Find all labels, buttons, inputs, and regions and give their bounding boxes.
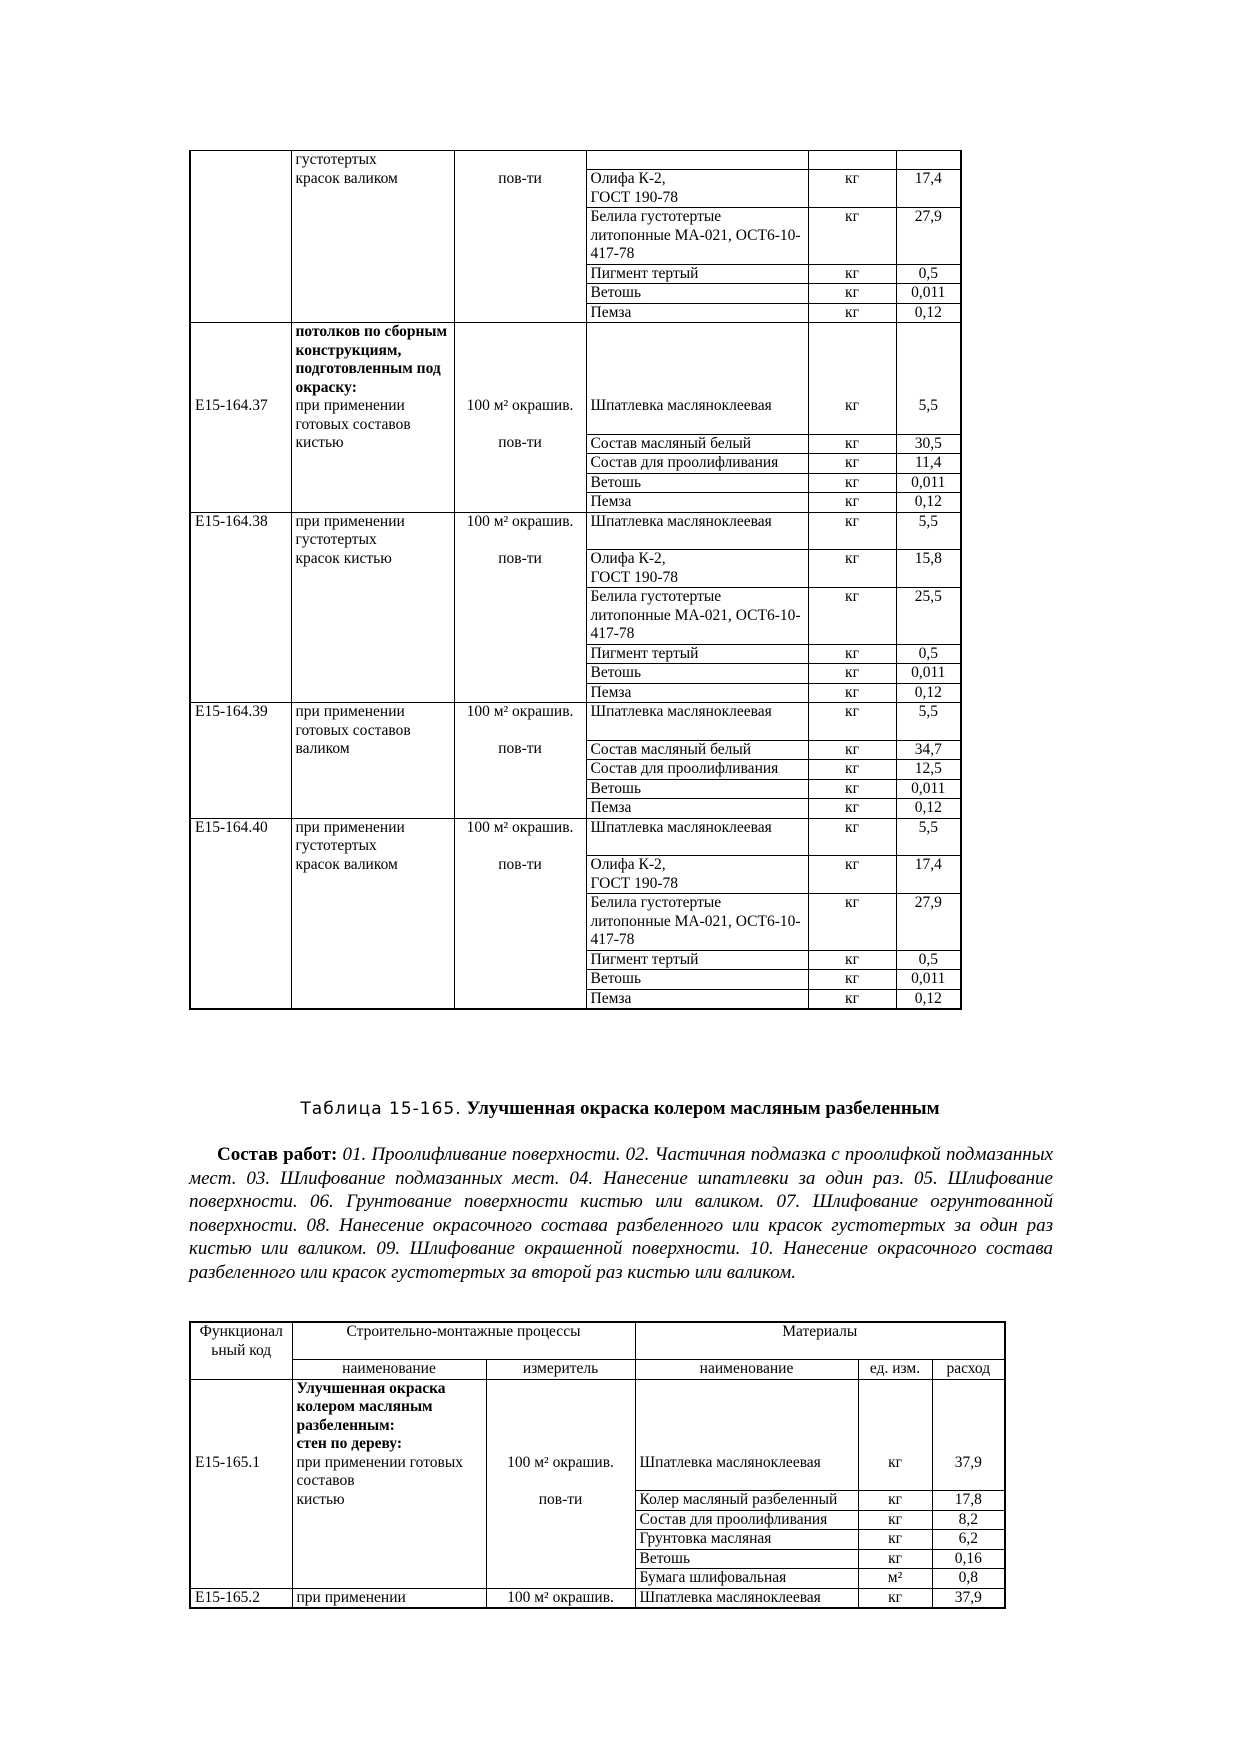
measure-unit: пов-ти [486, 1491, 635, 1511]
material-unit: кг [808, 683, 896, 703]
measure-unit: 100 м² окрашив. [486, 1588, 635, 1608]
measure-unit: 100 м² окрашив. [454, 512, 586, 550]
material-rate: 27,9 [896, 894, 961, 951]
material-unit: кг [808, 703, 896, 741]
material-name: Белила густотертые литопонные МА-021, ОСТ6-10-417-78 [586, 894, 808, 951]
material-rate: 0,8 [932, 1569, 1005, 1589]
header-name: наименование [292, 1360, 486, 1380]
material-unit: кг [808, 856, 896, 894]
header-unit: ед. изм. [858, 1360, 932, 1380]
material-rate: 17,4 [896, 856, 961, 894]
material-rate: 27,9 [896, 208, 961, 265]
function-code: Е15-164.40 [190, 818, 291, 856]
material-unit: кг [808, 493, 896, 513]
material-name: Ветошь [635, 1549, 858, 1569]
material-unit: кг [808, 644, 896, 664]
material-unit: кг [858, 1454, 932, 1491]
material-unit: кг [808, 818, 896, 856]
material-name: Состав масляный белый [586, 434, 808, 454]
material-unit: кг [808, 434, 896, 454]
table-15-165 [189, 1321, 1006, 1609]
material-rate: 5,5 [896, 512, 961, 550]
material-unit: кг [808, 894, 896, 951]
header-materials: Материалы [635, 1322, 1005, 1360]
header-processes: Строительно-монтажные процессы [292, 1322, 635, 1360]
material-rate: 5,5 [896, 703, 961, 741]
row-description: кистью [291, 434, 454, 454]
material-unit: кг [808, 264, 896, 284]
row-description: при применении готовых составов [291, 703, 454, 741]
material-rate: 17,8 [932, 1491, 1005, 1511]
measure-unit: 100 м² окрашив. [454, 703, 586, 741]
material-name: Бумага шлифовальная [635, 1569, 858, 1589]
material-name: Шпатлевка масляноклеевая [586, 397, 808, 434]
material-name: Белила густотертые литопонные МА-021, ОСТ6-10-417-78 [586, 588, 808, 645]
material-name: Олифа К-2, ГОСТ 190-78 [586, 170, 808, 208]
table-row [190, 434, 961, 454]
table-row [190, 493, 961, 513]
material-rate: 0,12 [896, 989, 961, 1009]
table-row [190, 1379, 1005, 1454]
material-name: Состав для проолифливания [586, 454, 808, 474]
table-row [190, 303, 961, 323]
function-code: Е15-165.1 [190, 1454, 292, 1491]
header-function-code: Функционал ьный код [190, 1322, 292, 1379]
material-unit: кг [808, 397, 896, 434]
row-description: густотертых [295, 151, 377, 168]
material-rate: 8,2 [932, 1510, 1005, 1530]
material-name: Шпатлевка масляноклеевая [586, 818, 808, 856]
row-description: при применении густотертых [291, 512, 454, 550]
measure-unit: пов-ти [454, 856, 586, 894]
material-rate: 6,2 [932, 1530, 1005, 1550]
table-row [190, 550, 961, 588]
measure-unit: 100 м² окрашив. [454, 818, 586, 856]
header-material-name: наименование [635, 1360, 858, 1380]
material-name: Ветошь [586, 970, 808, 990]
measure-unit: 100 м² окрашив. [454, 397, 586, 434]
material-name: Состав для проолифливания [635, 1510, 858, 1530]
work-composition [189, 1143, 1053, 1284]
material-name: Ветошь [586, 284, 808, 304]
function-code: Е15-164.39 [190, 703, 291, 741]
table-15-164-continuation [189, 150, 962, 1010]
material-unit: кг [808, 970, 896, 990]
table-header-row [190, 1360, 1005, 1380]
material-unit: кг [808, 588, 896, 645]
work-composition-label: Состав работ: [217, 1144, 338, 1165]
row-description: красок валиком [291, 856, 454, 894]
header-rate: расход [932, 1360, 1005, 1380]
material-rate: 0,5 [896, 644, 961, 664]
material-unit: кг [808, 799, 896, 819]
material-unit: кг [808, 303, 896, 323]
table-row [190, 473, 961, 493]
table-row [190, 512, 961, 550]
material-rate: 17,4 [896, 170, 961, 208]
material-name: Грунтовка масляная [635, 1530, 858, 1550]
table-row [190, 1530, 1005, 1550]
table-row [190, 779, 961, 799]
material-unit: кг [858, 1491, 932, 1511]
material-name: Колер масляный разбеленный [635, 1491, 858, 1511]
material-unit: кг [808, 473, 896, 493]
material-name: Пемза [586, 799, 808, 819]
material-rate: 0,011 [896, 970, 961, 990]
table-row [190, 151, 961, 170]
material-rate: 0,011 [896, 473, 961, 493]
row-description: при применении [292, 1588, 486, 1608]
measure-unit: пов-ти [454, 740, 586, 760]
material-rate: 0,12 [896, 683, 961, 703]
measure-unit: пов-ти [454, 550, 586, 588]
table-row [190, 818, 961, 856]
table-row [190, 397, 961, 434]
material-unit: кг [808, 454, 896, 474]
material-rate: 34,7 [896, 740, 961, 760]
material-rate: 0,16 [932, 1549, 1005, 1569]
material-name: Состав для проолифливания [586, 760, 808, 780]
table-row [190, 740, 961, 760]
section-header: Улучшенная окраска колером масляным разбеленным: стен по дереву: [292, 1379, 486, 1454]
row-description: валиком [291, 740, 454, 760]
measure-unit: пов-ти [454, 434, 586, 454]
table-row [190, 683, 961, 703]
table-header-row [190, 1322, 1005, 1360]
material-name: Шпатлевка масляноклеевая [635, 1588, 858, 1608]
table-row [190, 1510, 1005, 1530]
material-name: Олифа К-2, ГОСТ 190-78 [586, 856, 808, 894]
material-name: Белила густотертые литопонные МА-021, ОСТ6-10-417-78 [586, 208, 808, 265]
table-row [190, 1588, 1005, 1608]
material-unit: кг [808, 550, 896, 588]
measure-unit: пов-ти [498, 169, 542, 187]
material-name: Состав масляный белый [586, 740, 808, 760]
table-row [190, 1549, 1005, 1569]
function-code: Е15-164.38 [190, 512, 291, 550]
material-rate: 25,5 [896, 588, 961, 645]
material-name: Пигмент тертый [586, 264, 808, 284]
material-name: Пемза [586, 989, 808, 1009]
material-name: Шпатлевка масляноклеевая [586, 703, 808, 741]
material-name: Пемза [586, 303, 808, 323]
table-caption [0, 1097, 1240, 1121]
material-unit: кг [808, 740, 896, 760]
material-rate: 15,8 [896, 550, 961, 588]
table-title: Улучшенная окраска колером масляным разбеленным [466, 1098, 940, 1119]
table-row [190, 454, 961, 474]
material-unit: кг [808, 989, 896, 1009]
material-name: Олифа К-2, ГОСТ 190-78 [586, 550, 808, 588]
material-name: Шпатлевка масляноклеевая [635, 1454, 858, 1491]
header-meter: измеритель [486, 1360, 635, 1380]
material-rate: 11,4 [896, 454, 961, 474]
table-row [190, 208, 961, 265]
material-name: Ветошь [586, 664, 808, 684]
material-unit: кг [808, 512, 896, 550]
material-rate: 0,12 [896, 303, 961, 323]
row-description: кистью [292, 1491, 486, 1511]
material-unit: кг [858, 1588, 932, 1608]
table-row [190, 588, 961, 645]
material-name: Пемза [586, 493, 808, 513]
section-header: потолков по сборным конструкциям, подготовленным под окраску: [291, 323, 454, 398]
function-code: Е15-164.37 [190, 397, 291, 434]
table-row [190, 989, 961, 1009]
material-rate: 0,12 [896, 799, 961, 819]
material-rate: 0,011 [896, 779, 961, 799]
material-rate: 0,011 [896, 664, 961, 684]
material-name: Пигмент тертый [586, 644, 808, 664]
row-description: при применении густотертых [291, 818, 454, 856]
material-unit: кг [808, 170, 896, 208]
material-rate: 12,5 [896, 760, 961, 780]
table-row [190, 664, 961, 684]
material-unit: м² [858, 1569, 932, 1589]
table-row [190, 1569, 1005, 1589]
material-unit: кг [858, 1530, 932, 1550]
row-description: красок валиком [295, 169, 398, 187]
table-number: Таблица 15-165. [300, 1099, 462, 1119]
row-description: при применении готовых составов [292, 1454, 486, 1491]
table-row [190, 799, 961, 819]
material-rate: 0,5 [896, 950, 961, 970]
table-row [190, 970, 961, 990]
table-row [190, 284, 961, 304]
material-unit: кг [808, 664, 896, 684]
table-row [190, 856, 961, 894]
material-unit: кг [808, 760, 896, 780]
table-row [190, 1491, 1005, 1511]
material-unit: кг [808, 208, 896, 265]
table-row [190, 894, 961, 951]
material-rate: 5,5 [896, 397, 961, 434]
material-rate: 0,011 [896, 284, 961, 304]
material-unit: кг [808, 284, 896, 304]
work-composition-text: 01. Проолифливание поверхности. 02. Частичная подмазка с проолифкой подмазанных мест. 03. Шлифование подмазанных мест. 04. Нанесение шпатлевки за один раз. 05. Шлифование поверхности. 06. Грунтование поверхности кистью или валиком. 07. Шлифование огрунтованной поверхности. 08. Нанесение окрасочного состава разбеленного или красок густотертых за один раз кистью или валиком. 09. Шлифование окрашенной поверхности. 10. Нанесение окрасочного состава разбеленного или красок густотертых за второй раз кистью или валиком. [189, 1144, 1054, 1283]
material-name: Пемза [586, 683, 808, 703]
table-row [190, 950, 961, 970]
table-row [190, 170, 961, 208]
table-row [190, 1454, 1005, 1491]
material-name: Ветошь [586, 473, 808, 493]
material-unit: кг [808, 950, 896, 970]
material-rate: 5,5 [896, 818, 961, 856]
material-unit: кг [858, 1549, 932, 1569]
material-rate: 0,12 [896, 493, 961, 513]
material-unit: кг [858, 1510, 932, 1530]
measure-unit: 100 м² окрашив. [486, 1454, 635, 1491]
material-unit: кг [808, 779, 896, 799]
table-row [190, 703, 961, 741]
material-name: Пигмент тертый [586, 950, 808, 970]
material-name: Ветошь [586, 779, 808, 799]
material-rate: 0,5 [896, 264, 961, 284]
material-rate: 30,5 [896, 434, 961, 454]
row-description: красок кистью [291, 550, 454, 588]
material-rate: 37,9 [932, 1454, 1005, 1491]
table-row [190, 760, 961, 780]
material-rate: 37,9 [932, 1588, 1005, 1608]
table-row [190, 323, 961, 398]
table-row [190, 644, 961, 664]
row-description: при применении готовых составов [291, 397, 454, 434]
material-name: Шпатлевка масляноклеевая [586, 512, 808, 550]
function-code: Е15-165.2 [190, 1588, 292, 1608]
table-row [190, 264, 961, 284]
